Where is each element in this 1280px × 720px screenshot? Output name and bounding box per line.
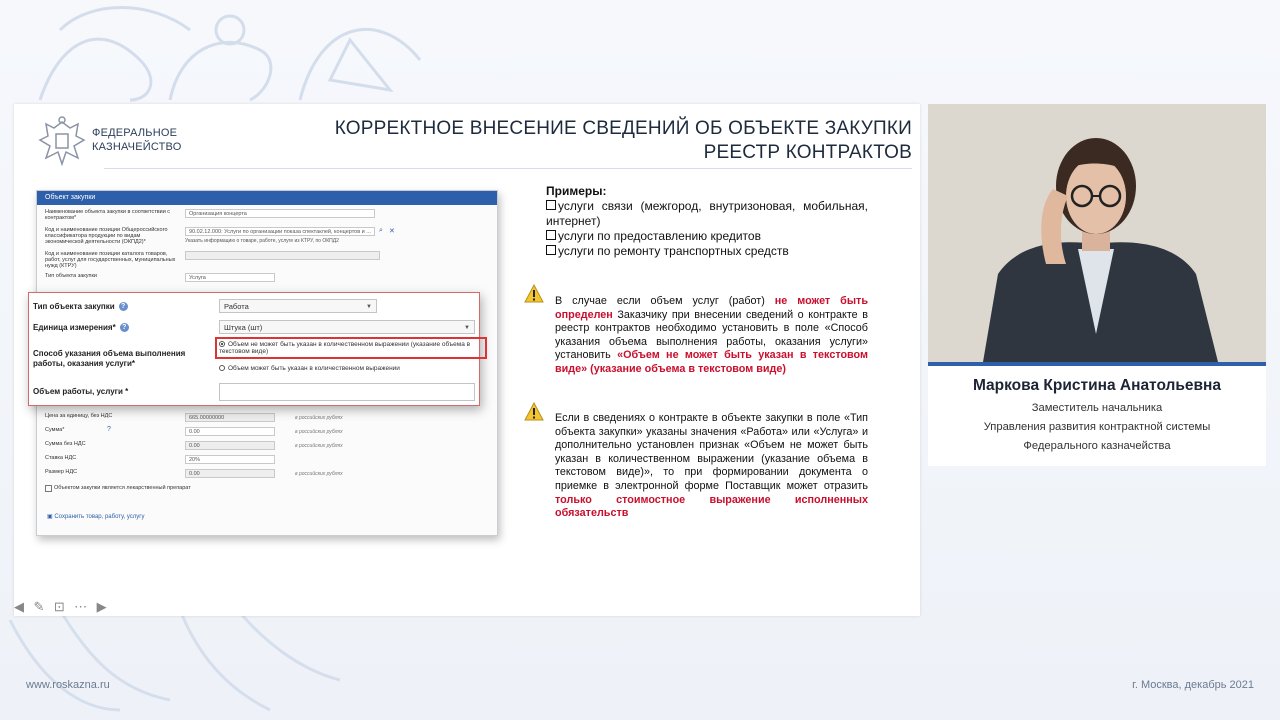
radio-text-volume[interactable]	[219, 341, 481, 355]
form-row-label: Код и наименование позиции Общероссийского классификатора продукции по видам экономической деятельности (ОКПД2)*	[45, 227, 168, 245]
example-item	[546, 244, 868, 259]
footer-url[interactable]: www.roskazna.ru	[26, 679, 110, 691]
form-row-vat	[45, 469, 485, 483]
save-item-link[interactable]	[47, 513, 144, 520]
volume-textarea[interactable]	[219, 383, 475, 401]
arrow-left-icon[interactable]: ◀	[14, 599, 24, 614]
note2-highlight: только стоимостное выражение исполненных обязательств	[555, 493, 868, 520]
form-header: Объект закупки	[37, 191, 497, 205]
form-row-vat-rate	[45, 455, 485, 469]
speaker-video	[928, 104, 1266, 362]
type-label-text: Тип объекта закупки	[33, 302, 115, 311]
form-row-hint: в российских рублях	[295, 471, 343, 477]
note-volume-undefined	[555, 295, 868, 377]
form-row-sum	[45, 427, 485, 441]
note1-text-2: Заказчику при внесении сведений о контракте в реестр контрактов необходимо установить в поле «Способ указания объема выполнения работы, оказания услуги» установить	[555, 308, 868, 362]
speaker-position	[928, 399, 1266, 456]
radio-quantity-volume-label: Объем может быть указан в количественном выражении	[228, 365, 400, 372]
unit-select[interactable]	[219, 320, 475, 334]
form-row-label: Цена за единицу, без НДС	[45, 413, 113, 419]
help-icon[interactable]: ?	[120, 323, 129, 332]
arrow-right-icon[interactable]: ▶	[96, 599, 107, 614]
pen-icon[interactable]: ✎	[33, 599, 45, 614]
eagle-ornament-bottom	[0, 600, 360, 720]
examples-block	[546, 184, 868, 259]
form-row-value[interactable]: Организация концерта	[185, 209, 375, 218]
form-row-label: Код и наименование позиции каталога товаров, работ, услуг для государственных, муниципальных нужд (КТРУ)	[45, 251, 176, 269]
chevron-down-icon: ▼	[464, 325, 470, 331]
footer-date: г. Москва, декабрь 2021	[1132, 679, 1254, 691]
unit-label	[33, 323, 129, 332]
speaker-position-line1: Заместитель начальника	[1031, 402, 1163, 414]
speaker-card	[928, 366, 1266, 466]
form-row-value[interactable]: Услуга	[185, 273, 275, 282]
example-item-text: услуги связи (межгород, внутризоновая, мобильная, интернет)	[546, 199, 868, 228]
form-row-hint: в российских рублях	[295, 415, 343, 421]
form-row-value[interactable]: 0.00	[185, 427, 275, 436]
form-row-value[interactable]: 0.00	[185, 469, 275, 478]
form-row-value[interactable]: 90.02.12.000: Услуги по организации показа спектаклей, концертов и ...	[185, 227, 375, 236]
okpd-hint: Указать информацию о товаре, работе, услуге из КТРУ, по ОКПД2	[185, 238, 339, 244]
eagle-ornament-top	[0, 0, 460, 110]
form-row-price	[45, 413, 485, 427]
speaker-position-line2: Управления развития контрактной системы	[983, 421, 1211, 433]
method-label: Способ указания объема выполнения работы, оказания услуги*	[33, 349, 186, 368]
warning-icon	[524, 402, 544, 422]
type-select-value: Работа	[224, 302, 249, 311]
treasury-emblem-icon	[32, 112, 92, 172]
slides-icon[interactable]: ⊡	[53, 599, 65, 614]
type-select[interactable]	[219, 299, 377, 313]
examples-heading: Примеры:	[546, 184, 607, 198]
note1-highlight-2: «Объем не может быть указан в текстовом виде» (указание объема в текстовом виде)	[555, 349, 868, 375]
chevron-down-icon: ▼	[366, 304, 372, 310]
example-item	[546, 199, 868, 229]
title-divider	[104, 168, 912, 169]
form-row-label: Наименование объекта закупки в соответствии с контрактом*	[45, 209, 171, 221]
save-icon: ▣	[47, 514, 53, 520]
warning-icon	[524, 284, 544, 304]
medicine-checkbox[interactable]	[45, 485, 52, 492]
zoomed-form-fragment	[28, 292, 480, 406]
note-acceptance	[555, 412, 868, 521]
medicine-checkbox-label: Объектом закупки является лекарственный препарат	[54, 485, 191, 491]
slide-subtitle: РЕЕСТР КОНТРАКТОВ	[703, 142, 912, 163]
radio-unselected[interactable]	[219, 365, 225, 371]
presentation-slide	[14, 104, 920, 616]
checkbox-bullet-icon	[546, 230, 556, 240]
speaker-name: Маркова Кристина Анатольевна	[972, 377, 1222, 394]
note1-text: В случае если объем услуг (работ)	[555, 295, 775, 307]
form-row-label: Сумма*	[45, 427, 65, 433]
unit-label-text: Единица измерения*	[33, 323, 116, 332]
form-row-label: Сумма без НДС	[45, 441, 86, 447]
type-label	[33, 302, 128, 311]
form-row-hint: в российских рублях	[295, 443, 343, 449]
form-row-label: Тип объекта закупки	[45, 273, 97, 279]
note2-text: Если в сведениях о контракте в объекте закупки в поле «Тип объекта закупки» указаны значения «Работа» или «Услуга» и дополнительно установлен признак «Объем не может быть указан в количественном выражении (указание объема в текстовом виде)», то при формировании документа о приемке в электронной форме Поставщик может отразить	[555, 412, 868, 492]
search-icon[interactable]: ⌕	[379, 227, 383, 234]
form-row-value[interactable]: 665.00000000	[185, 413, 275, 422]
checkbox-bullet-icon	[546, 200, 556, 210]
speaker-position-line3: Федерального казначейства	[1023, 440, 1171, 452]
example-item	[546, 229, 868, 244]
unit-select-value: Штука (шт)	[224, 323, 263, 332]
checkbox-bullet-icon	[546, 245, 556, 255]
more-icon[interactable]: ⋯	[74, 599, 88, 614]
medicine-checkbox-row[interactable]	[45, 485, 485, 499]
form-row-value[interactable]: 0.00	[185, 441, 275, 450]
help-icon[interactable]: ?	[119, 302, 128, 311]
slide-nav	[14, 598, 112, 616]
radio-text-volume-label: Объем не может быть указан в количественном выражении (указание объема в текстовом виде)	[219, 341, 471, 355]
form-row-hint: в российских рублях	[295, 429, 343, 435]
note1-highlight: не может быть определен	[555, 295, 868, 321]
form-row-label: Ставка НДС	[45, 455, 77, 461]
org-name	[92, 126, 182, 154]
speaker-figure	[928, 104, 1266, 362]
slide-title: КОРРЕКТНОЕ ВНЕСЕНИЕ СВЕДЕНИЙ ОБ ОБЪЕКТЕ ЗАКУПКИ	[334, 118, 912, 139]
org-name-line1: ФЕДЕРАЛЬНОЕ	[92, 127, 178, 139]
example-item-text: услуги по предоставлению кредитов	[558, 229, 761, 243]
vat-rate-select[interactable]: 20%	[185, 455, 275, 464]
form-row-okpd	[45, 227, 485, 245]
form-row-sum-no-vat	[45, 441, 485, 455]
help-icon[interactable]: ?	[107, 426, 111, 433]
form-row-label: Размер НДС	[45, 469, 78, 475]
form-row-name	[45, 209, 485, 223]
form-row-type	[45, 273, 485, 287]
form-row-ktru	[45, 251, 485, 269]
radio-selected[interactable]	[219, 341, 225, 347]
example-item-text: услуги по ремонту транспортных средств	[558, 244, 789, 258]
volume-label: Объем работы, услуги *	[33, 387, 129, 396]
form-row-value[interactable]	[185, 251, 380, 260]
save-item-label: Сохранить товар, работу, услугу	[54, 514, 145, 520]
close-icon[interactable]: ✕	[389, 228, 395, 235]
org-name-line2: КАЗНАЧЕЙСТВО	[92, 141, 182, 153]
radio-quantity-volume[interactable]	[219, 365, 481, 372]
